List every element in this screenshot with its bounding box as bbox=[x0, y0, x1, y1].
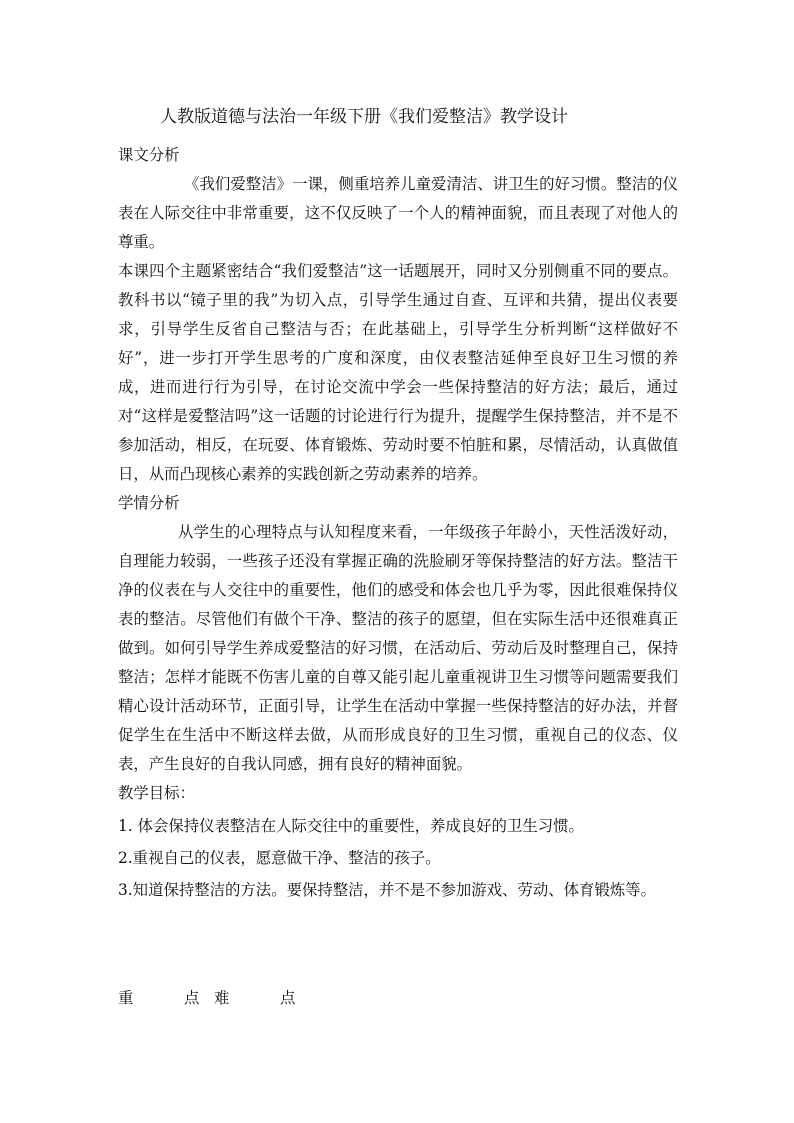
key-points-char-4: 点 bbox=[280, 989, 296, 1007]
key-points-char-1: 重 bbox=[118, 989, 134, 1007]
paragraph-text-analysis-2: 本课四个主题紧密结合“我们爱整洁”这一话题展开，同时又分别侧重不同的要点。教科书以“镜子里的我”为切入点，引导学生通过自查、互评和共猜，提出仪表要求，引导学生反省自己整洁与否；在此基础上，引导学生分析判断“这样做好不好”，进一步打开学生思考的广度和深度，由仪表整洁延伸至良好卫生习惯的养成，进而进行行为引导，在讨论交流中学会一些保持整洁的好方法；最后，通过对“这样是爱整洁吗”这一话题的讨论进行行为提升，提醒学生保持整洁，并不是不参加活动，相反，在玩耍、体育锻炼、劳动时要不怕脏和累，尽情活动，认真做值日，从而凸现核心素养的实践创新之劳动素养的培养。 bbox=[118, 262, 678, 483]
section-heading-key-points bbox=[118, 984, 300, 1012]
document-body bbox=[118, 141, 678, 906]
key-points-char-2: 点 bbox=[184, 989, 200, 1007]
objective-item-1: 1. 体会保持仪表整洁在人际交往中的重要性，养成良好的卫生习惯。 bbox=[118, 817, 584, 835]
key-points-char-3: 难 bbox=[214, 989, 230, 1007]
section-heading-text-analysis: 课文分析 bbox=[118, 146, 180, 164]
objective-item-3: 3.知道保持整洁的方法。要保持整洁，并不是不参加游戏、劳动、体育锻炼等。 bbox=[118, 881, 656, 899]
paragraph-learner-analysis: 从学生的心理特点与认知程度来看，一年级孩子年龄小，天性活泼好动，自理能力较弱，一些孩子还没有掌握正确的洗脸刷牙等保持整洁的好方法。整洁干净的仪表在与人交往中的重要性，他们的感受和体会也几乎为零，因此很难保持仪表的整洁。尽管他们有做个干净、整洁的孩子的愿望，但在实际生活中还很难真正做到。如何引导学生养成爱整洁的好习惯，在活动后、劳动后及时整理自己，保持整洁；怎样才能既不伤害儿童的自尊又能引起儿童重视讲卫生习惯等问题需要我们精心设计活动环节，正面引导，让学生在活动中掌握一些保持整洁的好办法，并督促学生在生活中不断这样去做，从而形成良好的卫生习惯，重视自己的仪态、仪表，产生良好的自我认同感，拥有良好的精神面貌。 bbox=[118, 523, 678, 773]
objective-item-2: 2.重视自己的仪表，愿意做干净、整洁的孩子。 bbox=[118, 849, 441, 867]
paragraph-text-analysis-1: 《我们爱整洁》一课，侧重培养儿童爱清洁、讲卫生的好习惯。整洁的仪表在人际交往中非常重要，这不仅反映了一个人的精神面貌，而且表现了对他人的尊重。 bbox=[118, 175, 678, 251]
section-heading-objectives: 教学目标： bbox=[118, 784, 195, 802]
section-heading-learner-analysis: 学情分析 bbox=[118, 494, 180, 512]
document-title: 人教版道德与法治一年级下册《我们爱整洁》教学设计 bbox=[160, 107, 568, 127]
